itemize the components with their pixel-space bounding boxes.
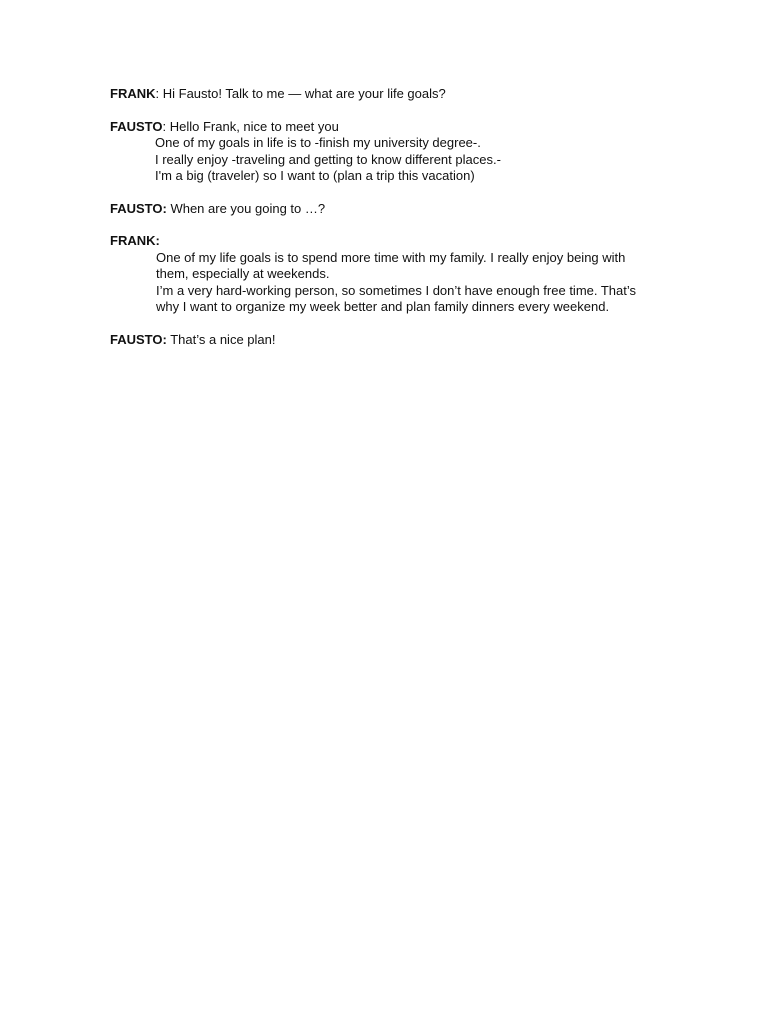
dialogue-text: Hello Frank, nice to meet you (166, 118, 339, 134)
dialogue-entry-fausto-1 (110, 119, 650, 185)
speaker-separator: : (155, 86, 160, 101)
dialogue-paragraph: One of my life goals is to spend more time with my family. I really enjoy being with them, especially at weekends. (156, 249, 626, 281)
speaker-name: FAUSTO (110, 118, 163, 134)
dialogue-line: I really enjoy -traveling and getting to know different places.- (155, 151, 501, 167)
speaker-name: FAUSTO: (110, 331, 167, 347)
dialogue-entry-frank-1 (110, 86, 650, 103)
dialogue-line: One of my goals in life is to -finish my university degree-. (155, 135, 481, 150)
dialogue-text: Hi Fausto! Talk to me — what are your life goals? (159, 86, 446, 101)
speaker-name: FRANK (110, 86, 156, 101)
dialogue-text: When are you going to …? (166, 200, 326, 216)
speaker-name: FAUSTO: (110, 200, 167, 216)
dialogue-entry-fausto-3 (110, 332, 650, 349)
speaker-name: FRANK: (110, 233, 160, 248)
dialogue-paragraph: I’m a very hard-working person, so sometimes I don’t have enough free time. That’s why I want to organize my week better and plan family dinners every weekend. (156, 282, 637, 314)
dialogue-line: I'm a big (traveler) so I want to (plan a trip this vacation) (155, 168, 475, 183)
dialogue-entry-fausto-2 (110, 201, 650, 218)
dialogue-text: That’s a nice plan! (166, 331, 276, 347)
dialogue-body (110, 86, 650, 364)
speaker-separator: : (162, 118, 167, 134)
dialogue-entry-frank-2 (110, 233, 650, 316)
